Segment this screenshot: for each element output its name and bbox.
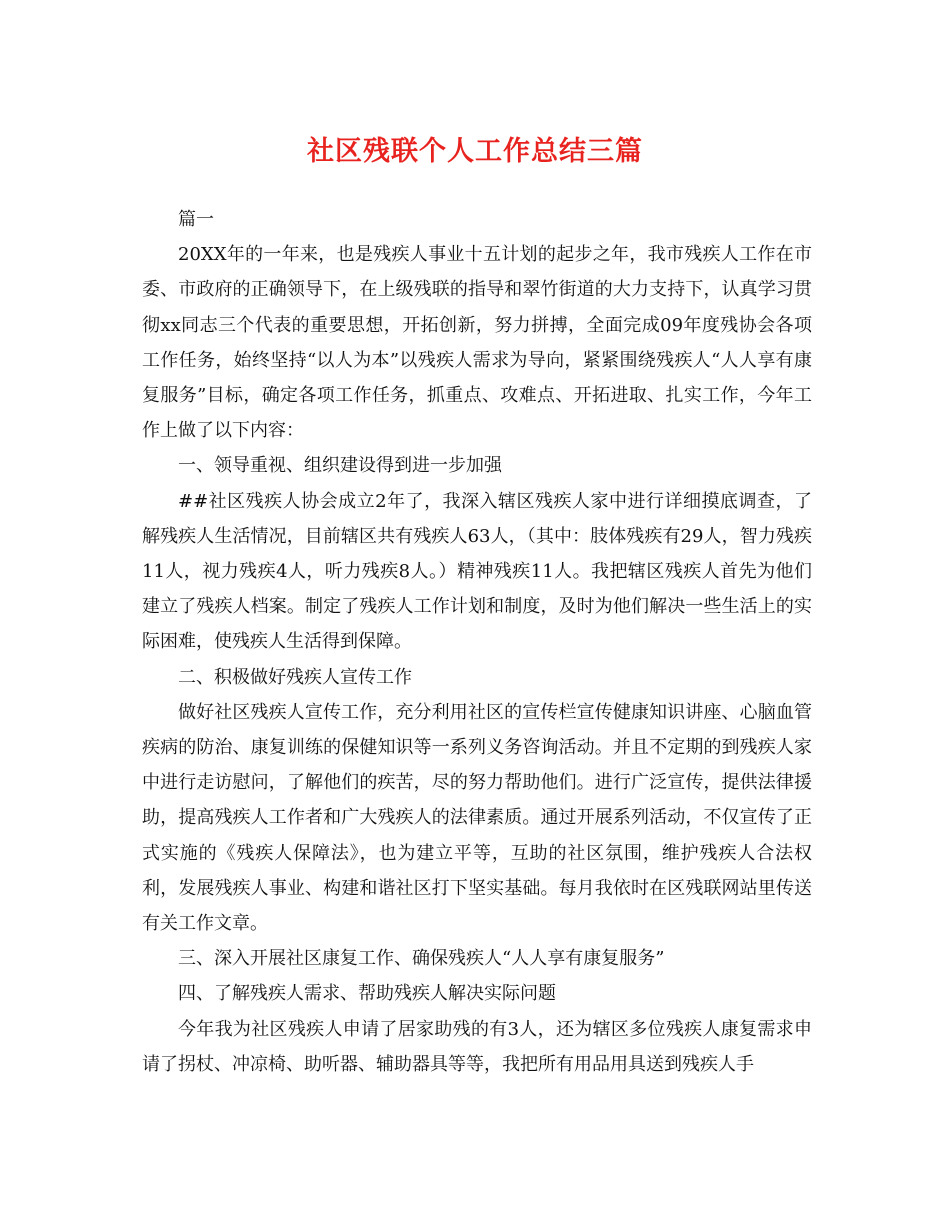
paragraph: ##社区残疾人协会成立2年了，我深入辖区残疾人家中进行详细摸底调查，了解残疾人生活情况，目前辖区共有残疾人63人，（其中：肢体残疾有29人，智力残疾11人，视力残疾4人，听力残疾8人。）精神残疾11人。我把辖区残疾人首先为他们建立了残疾人档案。制定了残疾人工作计划和制度，及时为他们解决一些生活上的实际困难，使残疾人生活得到保障。 xyxy=(142,490,812,653)
section-label: 篇一 xyxy=(178,209,214,230)
document-title: 社区残联个人工作总结三篇 xyxy=(307,136,643,167)
section-heading: 四、了解残疾人需求、帮助残疾人解决实际问题 xyxy=(178,983,556,1005)
paragraph: 今年我为社区残疾人申请了居家助残的有3人，还为辖区多位残疾人康复需求申请了拐杖、冲凉椅、助听器、辅助器具等等，我把所有用品用具送到残疾人手 xyxy=(142,1018,812,1075)
paragraph: 做好社区残疾人宣传工作，充分利用社区的宣传栏宣传健康知识讲座、心脑血管疾病的防治、康复训练的保健知识等一系列义务咨询活动。并且不定期的到残疾人家中进行走访慰问，了解他们的疾苦，尽的努力帮助他们。进行广泛宣传，提供法律援助，提高残疾人工作者和广大残疾人的法律素质。通过开展系列活动，不仅宣传了正式实施的《残疾人保障法》，也为建立平等，互助的社区氛围，维护残疾人合法权利，发展残疾人事业、构建和谐社区打下坚实基础。每月我依时在区残联网站里传送有关工作文章。 xyxy=(142,701,812,935)
section-heading: 一、领导重视、组织建设得到进一步加强 xyxy=(178,455,502,477)
document-body xyxy=(142,202,812,1082)
section-heading: 三、深入开展社区康复工作、确保残疾人“人人享有康复服务” xyxy=(178,948,665,970)
paragraph: 20XX年的一年来，也是残疾人事业十五计划的起步之年，我市残疾人工作在市委、市政府的正确领导下，在上级残联的指导和翠竹街道的大力支持下，认真学习贯彻xx同志三个代表的重要思想，开拓创新，努力拼搏，全面完成09年度残协会各项工作任务，始终坚持“以人为本”以残疾人需求为导向，紧紧围绕残疾人“人人享有康复服务”目标，确定各项工作任务，抓重点、攻难点、开拓进取、扎实工作，今年工作上做了以下内容： xyxy=(142,244,812,442)
section-heading: 二、积极做好残疾人宣传工作 xyxy=(178,666,412,688)
